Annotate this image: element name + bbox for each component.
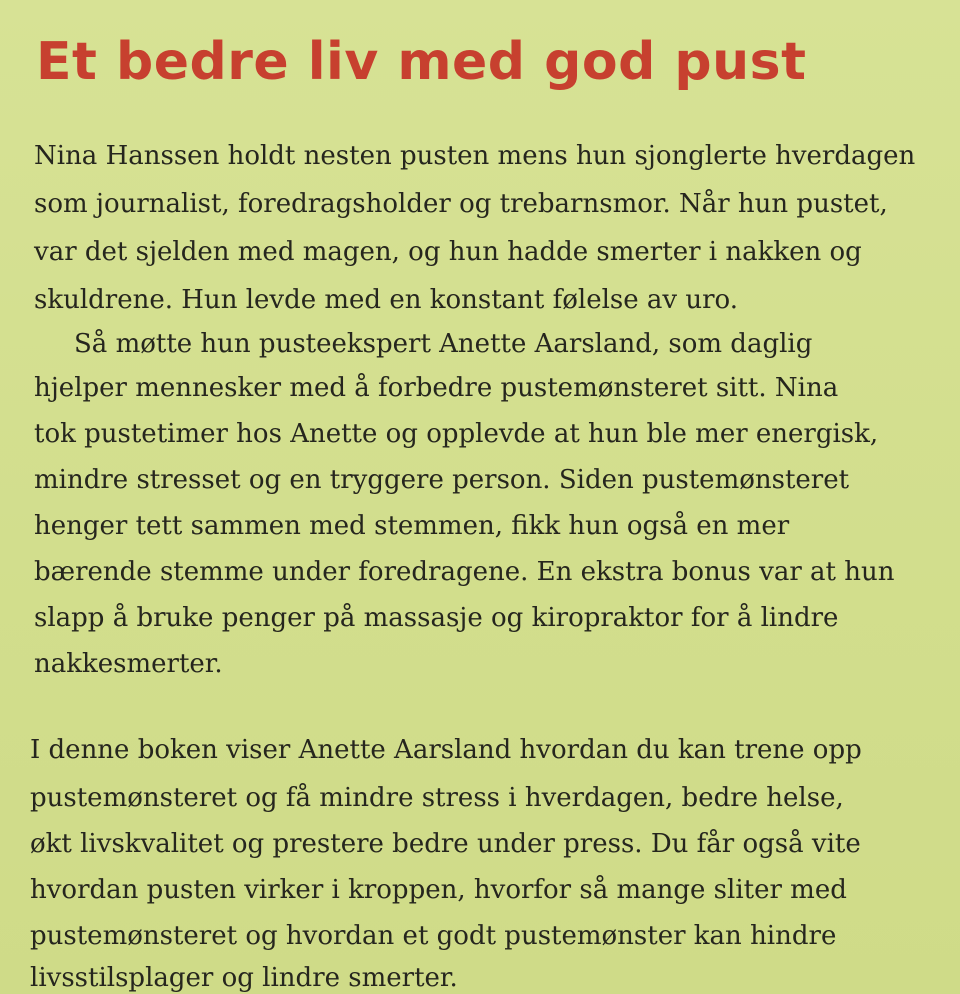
- text-line: pustemønsteret og hvordan et godt pustemønster kan hindre: [30, 921, 837, 951]
- text-line: henger tett sammen med stemmen, fikk hun også en mer: [34, 511, 790, 541]
- text-line: Så møtte hun pusteekspert Anette Aarsland, som daglig: [74, 329, 813, 359]
- text-line: hvordan pusten virker i kroppen, hvorfor så mange sliter med: [30, 875, 847, 905]
- text-line: skuldrene. Hun levde med en konstant følelse av uro.: [34, 285, 739, 315]
- text-line: hjelper mennesker med å forbedre pustemønsteret sitt. Nina: [34, 373, 839, 403]
- text-line: nakkesmerter.: [34, 649, 223, 679]
- text-line: livsstilsplager og lindre smerter.: [30, 963, 458, 993]
- text-line: I denne boken viser Anette Aarsland hvordan du kan trene opp: [30, 735, 862, 765]
- text-line: pustemønsteret og få mindre stress i hverdagen, bedre helse,: [30, 783, 844, 813]
- text-line: Nina Hanssen holdt nesten pusten mens hun sjonglerte hverdagen: [34, 141, 916, 171]
- text-line: var det sjelden med magen, og hun hadde smerter i nakken og: [34, 237, 862, 267]
- text-line: økt livskvalitet og prestere bedre under press. Du får også vite: [30, 829, 861, 859]
- text-line: mindre stresset og en tryggere person. Siden pustemønsteret: [34, 465, 850, 495]
- text-line: som journalist, foredragsholder og trebarnsmor. Når hun pustet,: [34, 189, 888, 219]
- page-title: Et bedre liv med god pust: [36, 32, 807, 92]
- text-line: bærende stemme under foredragene. En ekstra bonus var at hun: [34, 557, 895, 587]
- text-line: tok pustetimer hos Anette og opplevde at hun ble mer energisk,: [34, 419, 879, 449]
- text-line: slapp å bruke penger på massasje og kiropraktor for å lindre: [34, 603, 839, 633]
